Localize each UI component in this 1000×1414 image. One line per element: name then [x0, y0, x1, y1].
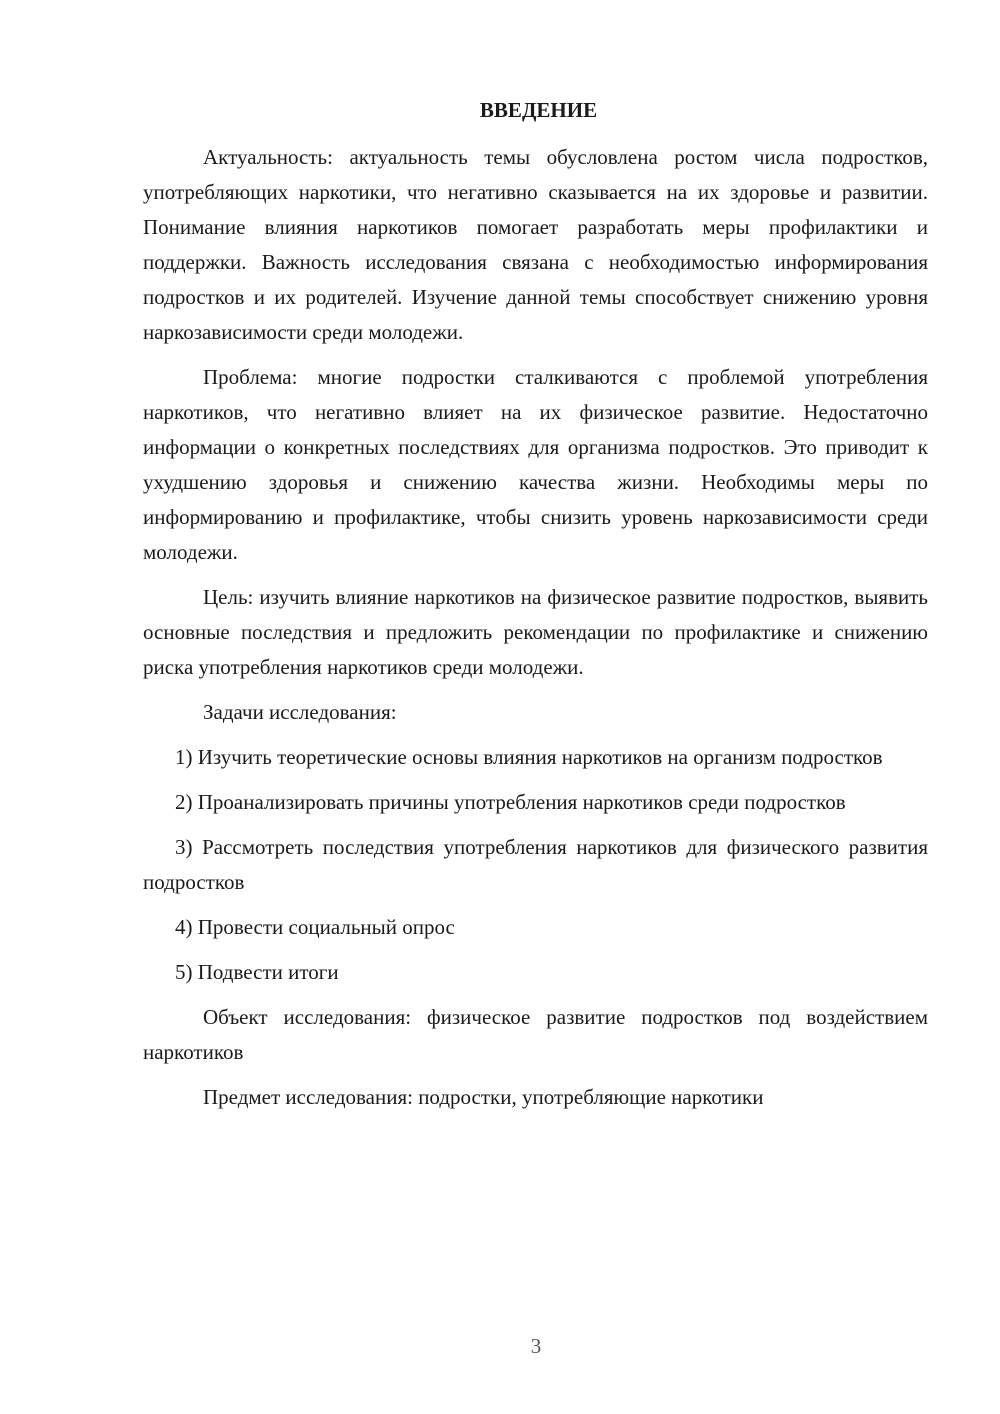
problem-paragraph: Проблема: многие подростки сталкиваются с проблемой употребления наркотиков, что негативно влияет на их физическое развитие. Недостаточно информации о конкретных последствиях для организма подростков. Это приводит к ухудшению здоровья и снижению качества жизни. Необходимы меры по информированию и профилактике, чтобы снизить уровень наркозависимости среди молодежи.: [143, 365, 928, 564]
relevance-paragraph: Актуальность: актуальность темы обусловлена ростом числа подростков, употребляющих наркотики, что негативно сказывается на их здоровье и развитии. Понимание влияния наркотиков помогает разработать меры профилактики и поддержки. Важность исследования связана с необходимостью информирования подростков и их родителей. Изучение данной темы способствует снижению уровня наркозависимости среди молодежи.: [143, 145, 928, 344]
research-subject-paragraph: Предмет исследования: подростки, употребляющие наркотики: [203, 1085, 764, 1109]
research-object-paragraph: Объект исследования: физическое развитие подростков под воздействием наркотиков: [143, 1005, 928, 1064]
page-number: 3: [530, 1334, 542, 1358]
section-title: ВВЕДЕНИЕ: [479, 98, 598, 122]
goal-paragraph: Цель: изучить влияние наркотиков на физическое развитие подростков, выявить основные последствия и предложить рекомендации по профилактике и снижению риска употребления наркотиков среди молодежи.: [143, 585, 928, 679]
task-item-4: 4) Провести социальный опрос: [175, 915, 455, 939]
task-item-1: 1) Изучить теоретические основы влияния наркотиков на организм подростков: [175, 745, 883, 769]
tasks-heading: Задачи исследования:: [203, 700, 397, 724]
task-item-3: 3) Рассмотреть последствия употребления наркотиков для физического развития подростков: [143, 835, 928, 894]
task-item-5: 5) Подвести итоги: [175, 960, 339, 984]
task-item-2: 2) Проанализировать причины употребления наркотиков среди подростков: [175, 790, 846, 814]
document-page: [143, 96, 928, 1125]
